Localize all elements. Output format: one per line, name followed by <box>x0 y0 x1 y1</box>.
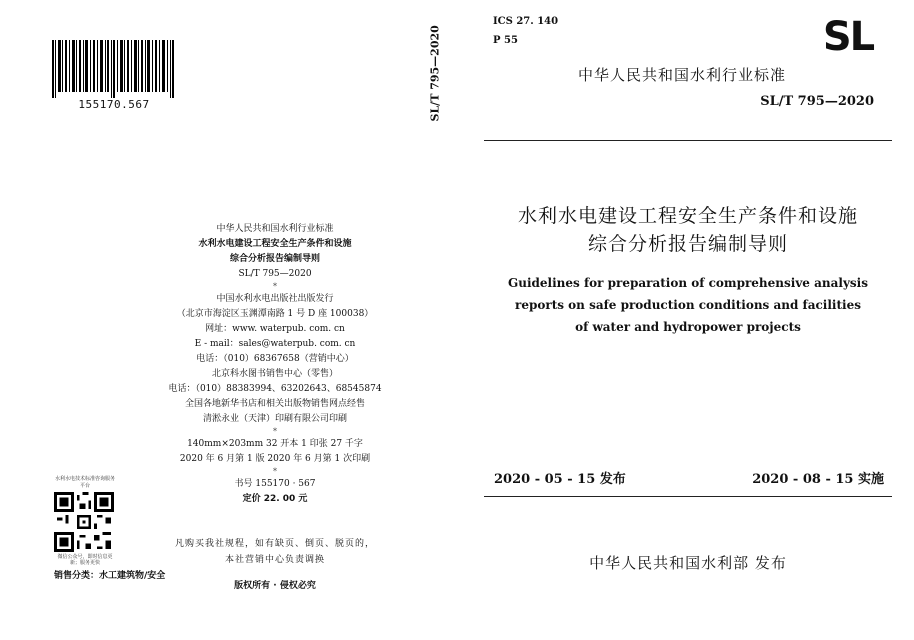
p-code: P 55 <box>493 35 518 46</box>
colophon-website: 网址：www. waterpub. com. cn <box>205 324 345 334</box>
notice-line-2: 本社营销中心负责调换 <box>224 555 325 565</box>
issuing-authority: 中华人民共和国水利部 发布 <box>589 554 787 572</box>
colophon <box>150 222 400 507</box>
implement-date: 2020 - 08 - 15 实施 <box>752 472 884 487</box>
colophon-distribution: 全国各地新华书店和相关出版物销售网点经售 <box>184 399 365 409</box>
qr-bottom-text: 微信公众号，即时信息更新；服务更快 <box>57 554 113 566</box>
colophon-separator: * <box>273 282 277 291</box>
colophon-series: 中华人民共和国水利行业标准 <box>216 224 334 234</box>
colophon-retail-phone: 电话：（010）88383994、63202643、68545874 <box>168 384 382 394</box>
barcode-number: 155170.567 <box>78 98 150 111</box>
dates <box>494 468 884 488</box>
colophon-address: （北京市海淀区玉渊潭南路 1 号 D 座 100038） <box>176 309 374 319</box>
colophon-isbn: 书号 155170 · 567 <box>234 479 316 489</box>
spine-code: SL/T 795—2020 <box>428 25 442 122</box>
colophon-edition: 2020 年 6 月第 1 版 2020 年 6 月第 1 次印刷 <box>179 454 371 464</box>
colophon-printer: 清淞永业（天津）印刷有限公司印刷 <box>202 414 347 424</box>
colophon-title-1: 水利水电建设工程安全生产条件和设施 <box>198 239 352 249</box>
title-en-line-2: reports on safe production conditions and facilities <box>515 298 861 312</box>
title-zh-line-2: 综合分析报告编制导则 <box>587 233 788 255</box>
colophon-code: SL/T 795—2020 <box>238 269 312 279</box>
industry-standard: 中华人民共和国水利行业标准 <box>578 66 787 84</box>
issue-date: 2020 - 05 - 15 发布 <box>494 472 626 487</box>
barcode-icon <box>52 40 174 98</box>
notice <box>150 536 400 568</box>
qr-caption: 水利水电技术标准咨询服务平台 <box>54 476 115 489</box>
colophon-price: 定价 22. 00 元 <box>242 494 308 504</box>
colophon-title-2: 综合分析报告编制导则 <box>229 254 320 264</box>
ics-code: ICS 27. 140 <box>493 16 559 27</box>
colophon-retail: 北京科水图书销售中心（零售） <box>211 369 338 379</box>
rights-notice: 版权所有 · 侵权必究 <box>234 581 316 591</box>
colophon-phone: 电话：（010）68367658（营销中心） <box>196 354 354 364</box>
qr-code-icon <box>54 492 114 552</box>
notice-line-1: 凡购买我社规程，如有缺页、倒页、脱页的， <box>174 539 375 549</box>
logo-text: SL <box>822 16 874 56</box>
sales-category: 销售分类：水工建筑物/安全 <box>54 571 166 581</box>
sl-logo-icon <box>810 16 886 56</box>
classification-codes <box>493 12 558 50</box>
title-en-line-1: Guidelines for preparation of comprehensive analysis <box>507 276 868 290</box>
title-zh-line-1: 水利水电建设工程安全生产条件和设施 <box>517 205 858 227</box>
colophon-separator: * <box>273 427 277 436</box>
colophon-separator: * <box>273 467 277 476</box>
title-en-line-3: of water and hydropower projects <box>575 320 801 334</box>
title-zh <box>484 202 892 258</box>
colophon-publisher: 中国水利水电出版社出版发行 <box>216 294 334 304</box>
colophon-email: E - mail：sales@waterpub. com. cn <box>194 339 356 349</box>
title-en <box>484 272 892 338</box>
divider-top <box>484 140 892 141</box>
divider-bottom <box>484 496 892 497</box>
colophon-format: 140mm×203mm 32 开本 1 印张 27 千字 <box>187 439 363 449</box>
standard-number: SL/T 795—2020 <box>760 94 874 109</box>
spine <box>420 25 442 122</box>
